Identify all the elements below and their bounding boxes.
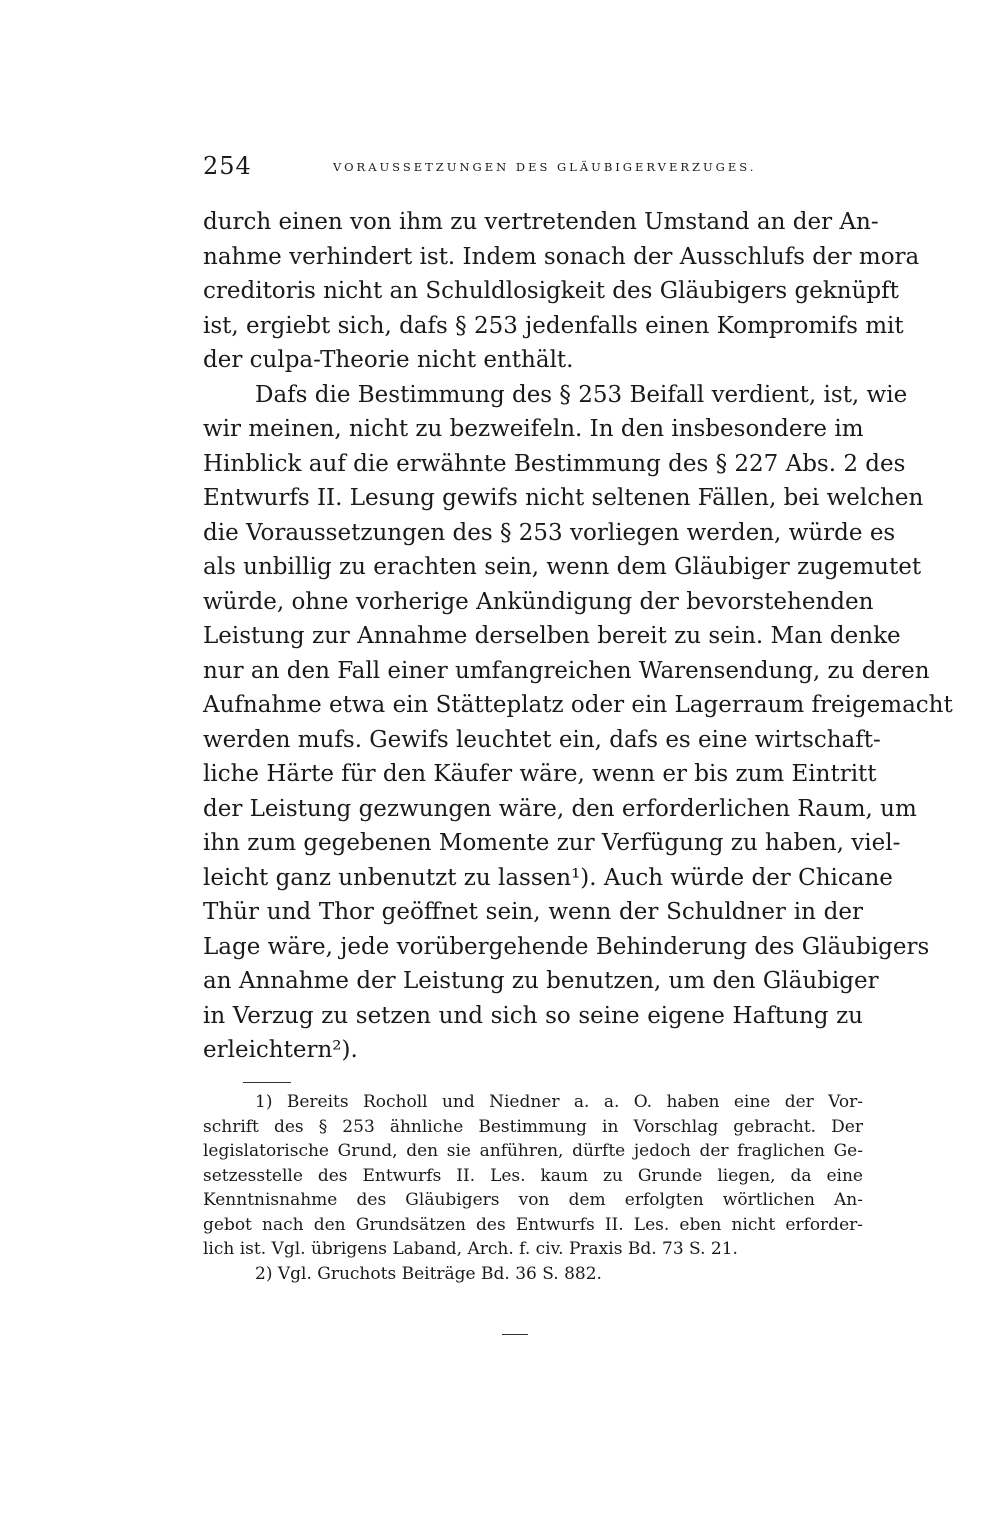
text-line: nur an den Fall einer umfangreichen Warensendung, zu deren xyxy=(203,657,930,684)
footnote-divider xyxy=(243,1082,291,1083)
text-line: die Voraussetzungen des § 253 vorliegen werden, würde es xyxy=(203,519,896,546)
footnote-line: 1) Bereits Rocholl und Niedner a. a. O. haben eine der Vor- xyxy=(255,1092,863,1112)
footnote-line: gebot nach den Grundsätzen des Entwurfs II. Les. eben nicht erforder- xyxy=(203,1214,863,1235)
footnote-line: setzesstelle des Entwurfs II. Les. kaum zu Grunde liegen, da eine xyxy=(203,1165,863,1186)
text-line: wir meinen, nicht zu bezweifeln. In den insbesondere im xyxy=(203,416,864,442)
text-line: Dafs die Bestimmung des § 253 Beifall verdient, ist, wie xyxy=(255,381,908,408)
text-line: an Annahme der Leistung zu benutzen, um den Gläubiger xyxy=(203,968,879,994)
text-line: der Leistung gezwungen wäre, den erforderlichen Raum, um xyxy=(203,795,917,822)
text-line: werden mufs. Gewifs leuchtet ein, dafs es eine wirtschaft- xyxy=(203,726,881,753)
text-line: liche Härte für den Käufer wäre, wenn er bis zum Eintritt xyxy=(203,761,877,787)
text-line: Thür und Thor geöffnet sein, wenn der Schuldner in der xyxy=(203,899,863,925)
footnote-line: Kenntnisnahme des Gläubigers von dem erfolgten wörtlichen An- xyxy=(203,1190,863,1210)
text-line: Leistung zur Annahme derselben bereit zu sein. Man denke xyxy=(203,623,901,649)
text-line: als unbillig zu erachten sein, wenn dem Gläubiger zugemutet xyxy=(203,554,922,580)
text-line: erleichtern²). xyxy=(203,1037,358,1063)
text-line: Lage wäre, jede vorübergehende Behinderung des Gläubigers xyxy=(203,933,930,960)
footnotes xyxy=(203,1090,863,1286)
text-line: durch einen von ihm zu vertretenden Umstand an der An- xyxy=(203,209,879,235)
running-title: VORAUSSETZUNGEN DES GLÄUBIGERVERZUGES. xyxy=(333,160,757,174)
page-number: 254 xyxy=(203,152,252,180)
text-line: ihn zum gegebenen Momente zur Verfügung zu haben, viel- xyxy=(203,830,901,856)
text-line: nahme verhindert ist. Indem sonach der Ausschlufs der mora xyxy=(203,243,920,270)
text-line: Hinblick auf die erwähnte Bestimmung des § 227 Abs. 2 des xyxy=(203,450,906,477)
text-line: Entwurfs II. Lesung gewifs nicht seltenen Fällen, bei welchen xyxy=(203,485,924,511)
main-text xyxy=(203,205,953,1068)
text-line: Aufnahme etwa ein Stätteplatz oder ein Lagerraum freigemacht xyxy=(203,692,953,718)
text-line: leicht ganz unbenutzt zu lassen¹). Auch würde der Chicane xyxy=(203,864,893,891)
page-end-rule xyxy=(502,1334,528,1335)
footnote-line: legislatorische Grund, den sie anführen, dürfte jedoch der fraglichen Ge- xyxy=(203,1141,863,1161)
footnote-line: 2) Vgl. Gruchots Beiträge Bd. 36 S. 882. xyxy=(255,1263,602,1284)
text-line: würde, ohne vorherige Ankündigung der bevorstehenden xyxy=(203,588,874,615)
footnote-line: lich ist. Vgl. übrigens Laband, Arch. f. civ. Praxis Bd. 73 S. 21. xyxy=(203,1239,738,1259)
text-line: der culpa-Theorie nicht enthält. xyxy=(203,347,574,373)
text-line: ist, ergiebt sich, dafs § 253 jedenfalls einen Kompromifs mit xyxy=(203,312,904,339)
text-line: creditoris nicht an Schuldlosigkeit des Gläubigers geknüpft xyxy=(203,278,899,304)
text-line: in Verzug zu setzen und sich so seine eigene Haftung zu xyxy=(203,1002,863,1029)
footnote-line: schrift des § 253 ähnliche Bestimmung in Vorschlag gebracht. Der xyxy=(203,1116,863,1137)
page-header xyxy=(203,152,773,182)
